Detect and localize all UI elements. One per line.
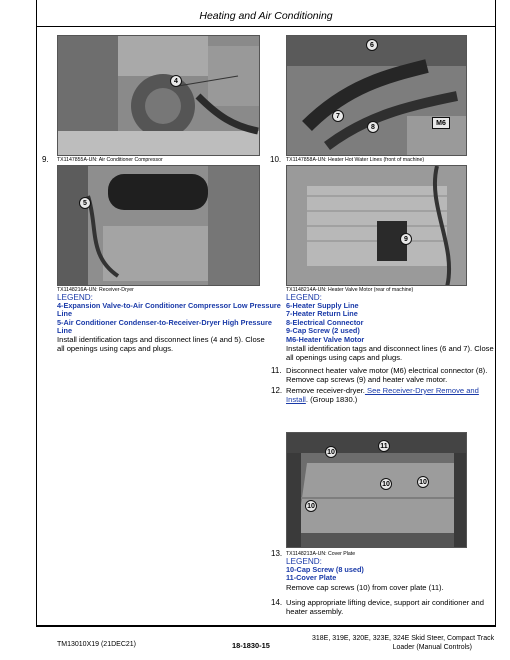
caption-receiver-dryer: TX1148216A-UN: Receiver-Dryer [57,287,134,293]
right-legend-item-6: 6-Heater Supply Line [286,301,359,310]
right-legend-items [286,302,364,344]
footer-product-line2: Loader (Manual Controls) [392,644,472,651]
right-legend-title: LEGEND: [286,293,322,302]
step-9-number: 9. [42,155,49,164]
caption-heater-valve-motor: TX1148214A-UN: Heater Valve Motor (rear of machine) [286,287,414,293]
step-13-instructions: Remove cap screws (10) from cover plate (11). [286,583,444,592]
caption-heater-lines: TX1147858A-UN: Heater Hot Water Lines (front of machine) [286,157,425,163]
callout-10-b: 10 [380,478,392,490]
step-11-number: 11. [271,366,282,375]
step-13-number: 13. [271,549,283,558]
callout-9: 9 [400,233,412,245]
step-13-legend-items [286,566,364,583]
footer-rule [36,626,496,627]
caption-cover-plate: TX1148213A-UN: Cover Plate [286,551,356,557]
caption-ac-compressor: TX1147855A-UN: Air Conditioner Compressor [57,157,163,163]
figure-photo-ac-compressor [57,35,260,156]
right-instructions-line2: all openings using caps and plugs. [286,353,403,362]
receiver-dryer-install-link[interactable]: Install [286,395,306,404]
step-12-text-a: Remove receiver-dryer. [286,386,365,395]
step-14-line1: Using appropriate lifting device, support air conditioner and [286,598,484,607]
callout-m6: M6 [432,117,450,129]
footer-page-number: 18-1830-15 [232,641,270,650]
left-legend-item-4 [57,301,281,319]
left-legend-instructions [57,335,265,353]
header-rule [36,26,496,27]
receiver-dryer-remove-link[interactable]: See Receiver-Dryer Remove and [364,386,479,395]
callout-5: 5 [79,197,91,209]
step-14-line2: heater assembly. [286,607,344,616]
callout-10-d: 10 [305,500,317,512]
right-legend-item-9: 9-Cap Screw (2 used) [286,326,360,336]
callout-6: 6 [366,39,378,51]
left-legend-item-4-line2: Line [57,309,72,319]
step-12-text-b: . (Group 1830.) [305,395,358,404]
left-legend-item-5 [57,318,272,336]
right-legend-instructions [286,344,494,362]
step-11-line2: Remove cap screws (9) and heater valve motor. [286,375,448,384]
left-legend-item-5-line1: 5-Air Conditioner Condenser-to-Receiver-Dryer High Pressure [57,318,272,327]
figure-photo-cover-plate [286,432,467,548]
page-title: Heating and Air Conditioning [199,10,333,22]
right-instructions-line1: Install identification tags and disconnect lines (6 and 7). Close [286,344,494,353]
right-legend-item-m6: M6-Heater Valve Motor [286,334,365,344]
step-11-text [286,366,487,384]
figure-photo-receiver-dryer [57,165,260,286]
callout-7: 7 [332,110,344,122]
step-10-number: 10. [270,155,282,164]
right-legend-item-8: 8-Electrical Connector [286,317,364,327]
right-legend-item-7: 7-Heater Return Line [286,309,358,319]
left-instructions-line1: Install identification tags and disconnect lines (4 and 5). Close [57,335,265,344]
step-12-number: 12. [271,386,283,395]
callout-8: 8 [367,121,379,133]
footer-doc-id: TM13010X19 (21DEC21) [57,641,136,648]
footer-product [312,634,495,652]
left-instructions-line2: all openings using caps and plugs. [57,344,174,353]
step-13-legend-item-10: 10-Cap Screw (8 used) [286,565,364,574]
figure-photo-heater-lines [286,35,467,156]
left-legend-item-4-line1: 4-Expansion Valve-to-Air Conditioner Compressor Low Pressure [57,301,281,310]
step-12-text [286,386,479,404]
step-14-text [286,598,484,616]
step-14-number: 14. [271,598,283,607]
left-legend-title: LEGEND: [57,293,93,302]
left-legend-item-5-line2: Line [57,326,72,336]
step-13-legend-title: LEGEND: [286,557,322,566]
callout-10-a: 10 [325,446,337,458]
callout-4: 4 [170,75,182,87]
footer-product-line1: 318E, 319E, 320E, 323E, 324E Skid Steer, Compact Track [312,635,495,642]
callout-10-c: 10 [417,476,429,488]
step-13-legend-item-11: 11-Cover Plate [286,573,337,583]
figure-photo-heater-valve-motor [286,165,467,286]
step-11-line1: Disconnect heater valve motor (M6) electrical connector (8). [286,366,488,375]
callout-11: 11 [378,440,390,452]
